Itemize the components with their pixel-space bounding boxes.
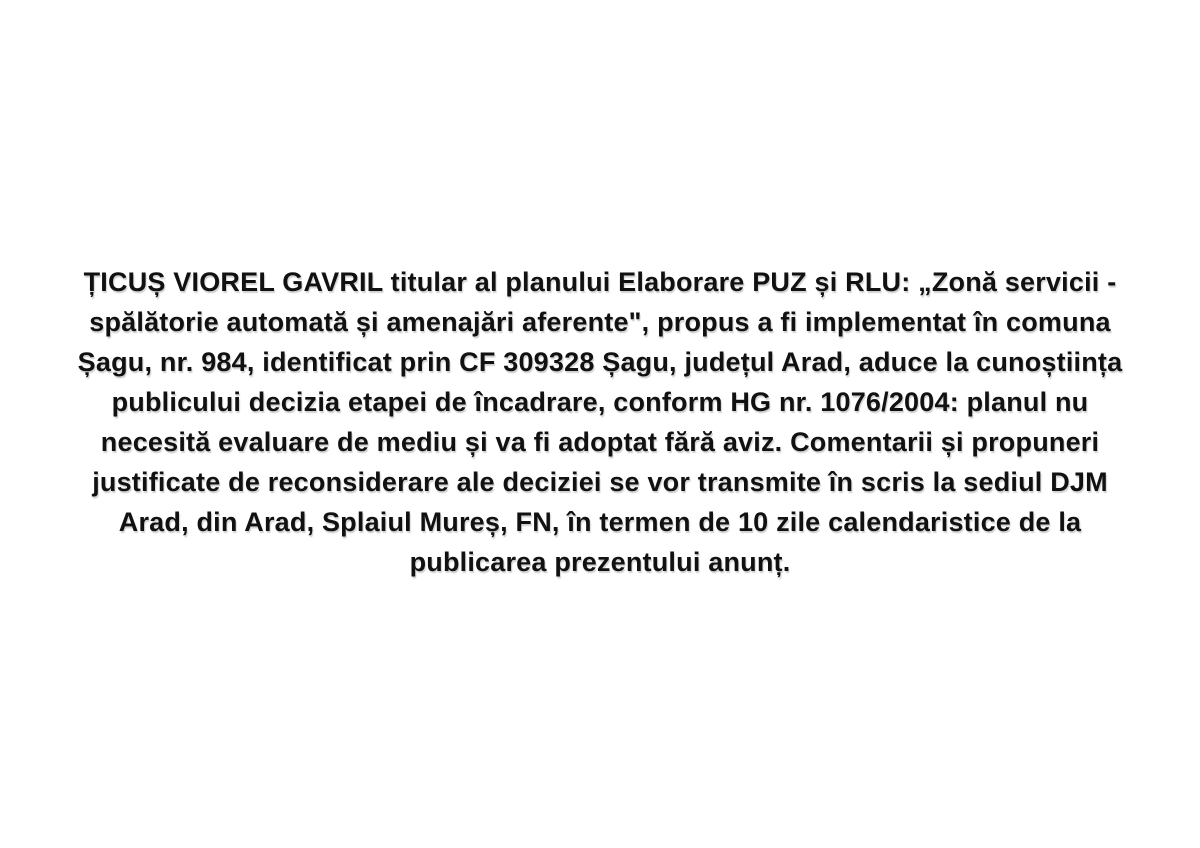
announcement-line: necesită evaluare de mediu și va fi adoptat fără aviz. Comentarii și propuneri bbox=[100, 427, 1100, 457]
announcement-line: publicarea prezentului anunț. bbox=[409, 547, 791, 577]
announcement-text-block bbox=[0, 262, 1200, 582]
announcement-line: spălătorie automată și amenajări aferente", propus a fi implementat în comuna bbox=[89, 307, 1111, 337]
announcement-line: publicului decizia etapei de încadrare, conform HG nr. 1076/2004: planul nu bbox=[111, 387, 1089, 417]
announcement-line: Arad, din Arad, Splaiul Mureș, FN, în termen de 10 zile calendaristice de la bbox=[118, 507, 1082, 537]
announcement-line: ȚICUȘ VIOREL GAVRIL titular al planului Elaborare PUZ și RLU: „Zonă servicii - bbox=[83, 267, 1117, 297]
announcement-line: justificate de reconsiderare ale deciziei se vor transmite în scris la sediul DJM bbox=[92, 467, 1108, 497]
announcement-line: Șagu, nr. 984, identificat prin CF 309328 Șagu, județul Arad, aduce la cunoștiința bbox=[77, 347, 1123, 377]
